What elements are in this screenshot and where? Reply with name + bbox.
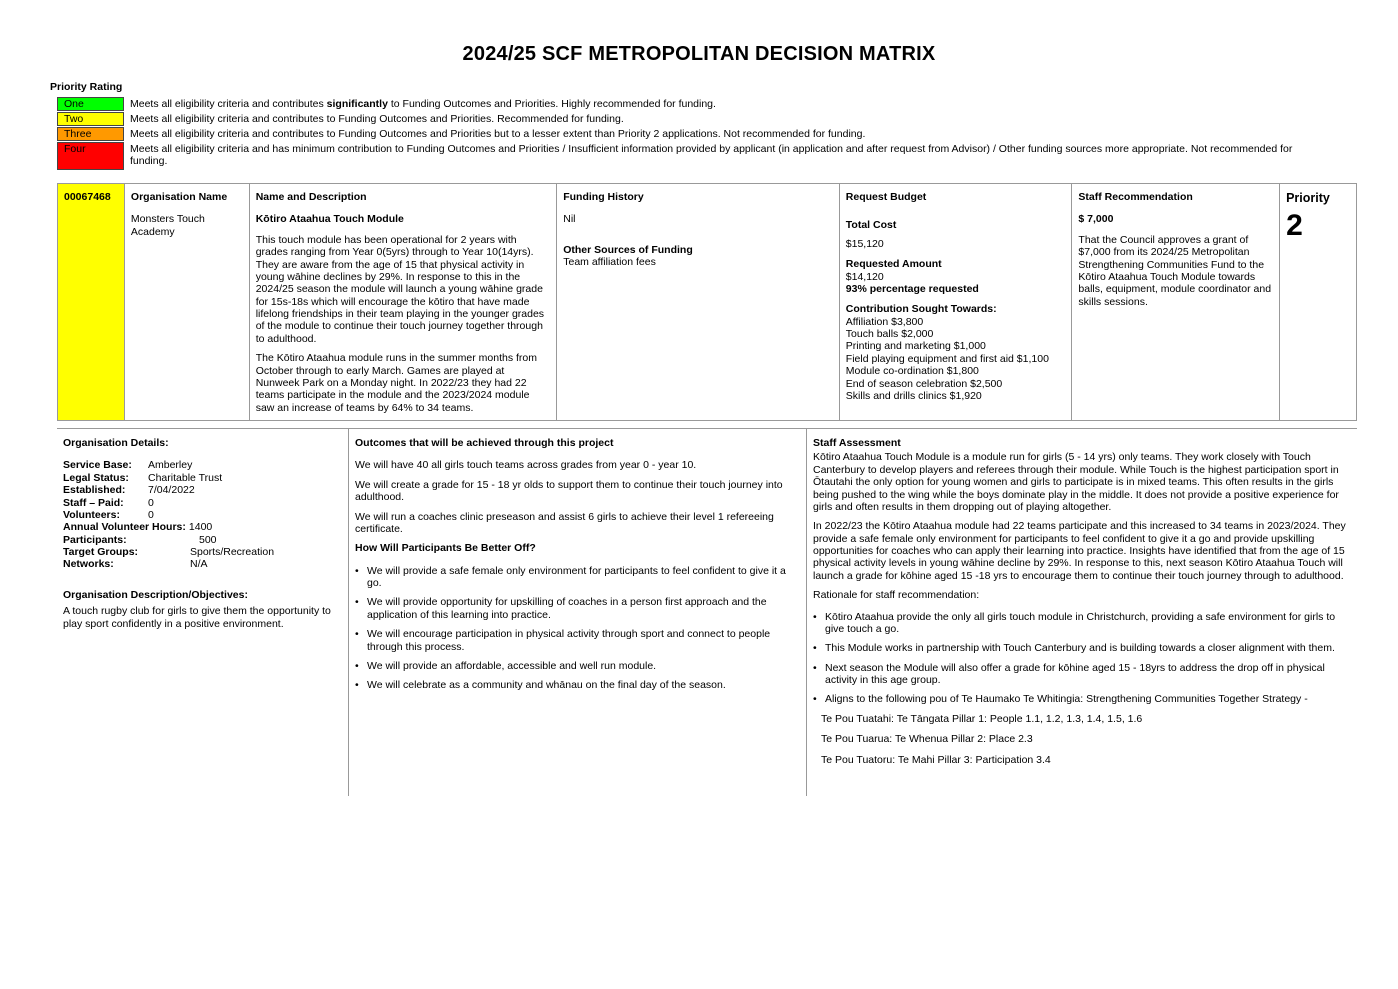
pou-item: Te Pou Tuatahi: Te Tāngata Pillar 1: People 1.1, 1.2, 1.3, 1.4, 1.5, 1.6 [821, 712, 1143, 725]
priority-row-four [57, 142, 1293, 170]
detail-target-groups: Target Groups: Sports/Recreation [63, 546, 275, 558]
priority-value: 2 [1286, 208, 1303, 242]
rationale-item: • This Module works in partnership with Touch Canterbury and is building towards a closer alignment with them. [813, 642, 1351, 654]
priority-swatch-one: One [57, 97, 124, 111]
outcomes-panel [348, 429, 806, 796]
contribution-item: Module co-ordination $1,800 [845, 365, 979, 378]
name-description-cell [250, 184, 558, 420]
outcomes-header: Outcomes that will be achieved through this project [355, 437, 614, 449]
detail-volunteers: Volunteers: 0 [63, 508, 154, 521]
funding-history: Nil [563, 213, 576, 226]
better-off-list [355, 565, 800, 692]
request-budget-header: Request Budget [845, 191, 927, 203]
total-cost-label: Total Cost [845, 219, 897, 232]
request-budget-cell [840, 184, 1073, 420]
project-description-2: The Kōtiro Ataahua module runs in the summer months from October through to early March. Games are played at Nunweek Park on a Monday night. In 2022/23 they had 22 teams participate in the module and the 2023/2024 module saw an increase of teams by 64% to 34 teams. [255, 352, 538, 414]
requested-amount-value: $14,120 [845, 270, 884, 283]
other-sources-header: Other Sources of Funding [563, 243, 693, 256]
organisation-description: A touch rugby club for girls to give them the opportunity to play sport confidently in a positive environment. [63, 605, 331, 630]
priority-swatch-three: Three [57, 127, 124, 141]
outcome-item: We will create a grade for 15 - 18 yr olds to support them to continue their touch journey into adulthood. [355, 478, 783, 504]
priority-desc-two: Meets all eligibility criteria and contributes to Funding Outcomes and Priorities. Recommended for funding. [130, 113, 624, 125]
contribution-item: End of season celebration $2,500 [845, 377, 1003, 390]
application-id-cell [58, 184, 125, 420]
percentage-requested: 93% percentage requested [845, 282, 979, 295]
staff-recommendation-cell [1072, 184, 1280, 420]
staff-assessment-paragraph: Kōtiro Ataahua Touch Module is a module run for girls (5 - 14 yrs) only teams. They work closely with Touch Canterbury to develop players and referees through their module. While Touch is the highest participation sport in Ōtautahi the only option for young women and girls to participate is in mixed teams. This often results in the girls being pushed to the wing while the boys dominate play in the middle. It does not provide a positive experience for girls and often results in them dropping out of playing altogether. [813, 451, 1339, 513]
application-id: 00067468 [64, 191, 111, 203]
funding-history-header: Funding History [563, 191, 644, 203]
organisation-details-panel [57, 429, 348, 796]
priority-header: Priority [1286, 191, 1330, 205]
priority-row-two [57, 112, 624, 126]
rationale-item: • Next season the Module will also offer a grade for kōhine aged 15 - 18yrs to address the drop off in physical activity in this age group. [813, 662, 1351, 687]
rationale-label: Rationale for staff recommendation: [813, 589, 980, 602]
name-description-header: Name and Description [255, 191, 367, 203]
pou-item: Te Pou Tuarua: Te Whenua Pillar 2: Place 2.3 [821, 733, 1033, 746]
details-section [57, 428, 1357, 796]
priority-rating-heading: Priority Rating [50, 81, 123, 93]
organisation-name-cell [125, 184, 250, 420]
priority-row-three [57, 127, 866, 141]
staff-assessment-header: Staff Assessment [813, 437, 901, 449]
contribution-label: Contribution Sought Towards: [845, 303, 997, 316]
detail-participants: Participants: 500 [63, 533, 217, 546]
other-sources: Team affiliation fees [563, 256, 656, 269]
detail-established: Established: 7/04/2022 [63, 484, 195, 497]
total-cost-value: $15,120 [845, 237, 884, 250]
staff-assessment-panel [806, 429, 1357, 796]
priority-desc-four: Meets all eligibility criteria and has minimum contribution to Funding Outcomes and Priorities / Insufficient information provided by applicant (in application and after request from Advisor) / Other funding sources more appropriate. Not recommended for funding. [130, 143, 1293, 168]
priority-cell [1280, 184, 1356, 420]
staff-assessment-paragraph: In 2022/23 the Kōtiro Ataahua module had 22 teams participate and this increased to 34 teams in 2023/2024. They provide a safe female only environment for participants to feel confident to give it a go and provide upskilling opportunities for coaches who can apply their learning into practice. Insights have identified that from the age of 15 physical activity levels in young wāhine decline by 29%. In response to this, next season Kōtiro Ataahua Touch will launch a grade for kōhine aged 15 -18 yrs to encourage them to continue their touch journey through to adulthood. [813, 520, 1346, 582]
funding-history-cell [557, 184, 840, 420]
outcome-item: We will have 40 all girls touch teams across grades from year 0 - year 10. [355, 459, 697, 472]
rationale-item: • Aligns to the following pou of Te Haumako Te Whitingia: Strengthening Communities Together Strategy - [813, 693, 1351, 705]
contribution-item: Touch balls $2,000 [845, 328, 934, 340]
document-title: 2024/25 SCF METROPOLITAN DECISION MATRIX [462, 43, 936, 65]
detail-annual-volunteer-hours: Annual Volunteer Hours: 1400 [63, 521, 213, 534]
priority-desc-one: Meets all eligibility criteria and contributes significantly to Funding Outcomes and Priorities. Highly recommended for funding. [130, 98, 716, 110]
detail-staff-paid: Staff – Paid: 0 [63, 496, 154, 509]
application-table [57, 183, 1357, 421]
detail-legal-status: Legal Status: Charitable Trust [63, 471, 223, 484]
priority-desc-three: Meets all eligibility criteria and contributes to Funding Outcomes and Priorities but to a lesser extent than Priority 2 applications. Not recommended for funding. [130, 128, 866, 140]
contribution-item: Field playing equipment and first aid $1,100 [845, 352, 1049, 365]
rationale-list [813, 611, 1351, 706]
requested-amount-label: Requested Amount [845, 258, 942, 271]
outcome-item: We will run a coaches clinic preseason and assist 6 girls to achieve their level 1 refereeing certificate. [355, 510, 774, 535]
better-off-item: • We will celebrate as a community and whānau on the final day of the season. [355, 679, 800, 691]
staff-recommendation-header: Staff Recommendation [1078, 191, 1193, 203]
better-off-header: How Will Participants Be Better Off? [355, 542, 536, 555]
organisation-name: Monsters Touch Academy [130, 213, 205, 238]
priority-swatch-four: Four [57, 142, 124, 170]
organisation-description-header: Organisation Description/Objectives: [63, 588, 248, 601]
staff-recommendation-text: That the Council approves a grant of $7,000 from its 2024/25 Metropolitan Strengthening Communities Fund to the Kōtiro Ataahua Touch Module towards balls, equipment, module coordinator and skills sessions. [1078, 233, 1272, 308]
project-description-1: This touch module has been operational for 2 years with grades ranging from Year 0(5yrs) through to Year 10(14yrs). They are aware from the age of 15 that physical activity in young wāhine declines by 29%. In response to this in the 2024/25 season the module will launch a young wāhine grade for 15s-18s which will encourage the kōtiro that have made lifelong friendships in their team playing in the younger grades of the module to continue their touch journey together through to adulthood. [255, 233, 545, 345]
organisation-name-header: Organisation Name [130, 191, 228, 203]
better-off-item: • We will provide opportunity for upskilling of coaches in a person first approach and the application of this learning into practice. [355, 596, 800, 621]
better-off-item: • We will provide a safe female only environment for participants to feel confident to give it a go. [355, 565, 800, 590]
priority-row-one [57, 97, 716, 111]
rationale-item: • Kōtiro Ataahua provide the only all girls touch module in Christchurch, providing a safe environment for girls to give touch a go. [813, 611, 1351, 636]
contribution-item: Affiliation $3,800 [845, 315, 924, 328]
detail-networks: Networks: N/A [63, 558, 208, 571]
pou-item: Te Pou Tuatoru: Te Mahi Pillar 3: Participation 3.4 [821, 753, 1051, 766]
staff-recommendation-amount: $ 7,000 [1078, 213, 1114, 226]
contribution-item: Printing and marketing $1,000 [845, 340, 986, 353]
organisation-details-header: Organisation Details: [63, 437, 169, 449]
better-off-item: • We will provide an affordable, accessible and well run module. [355, 660, 800, 672]
contribution-item: Skills and drills clinics $1,920 [845, 389, 982, 402]
better-off-item: • We will encourage participation in physical activity through sport and connect to people through this process. [355, 628, 800, 653]
project-name: Kōtiro Ataahua Touch Module [255, 213, 404, 226]
priority-swatch-two: Two [57, 112, 124, 126]
detail-service-base: Service Base: Amberley [63, 459, 193, 472]
